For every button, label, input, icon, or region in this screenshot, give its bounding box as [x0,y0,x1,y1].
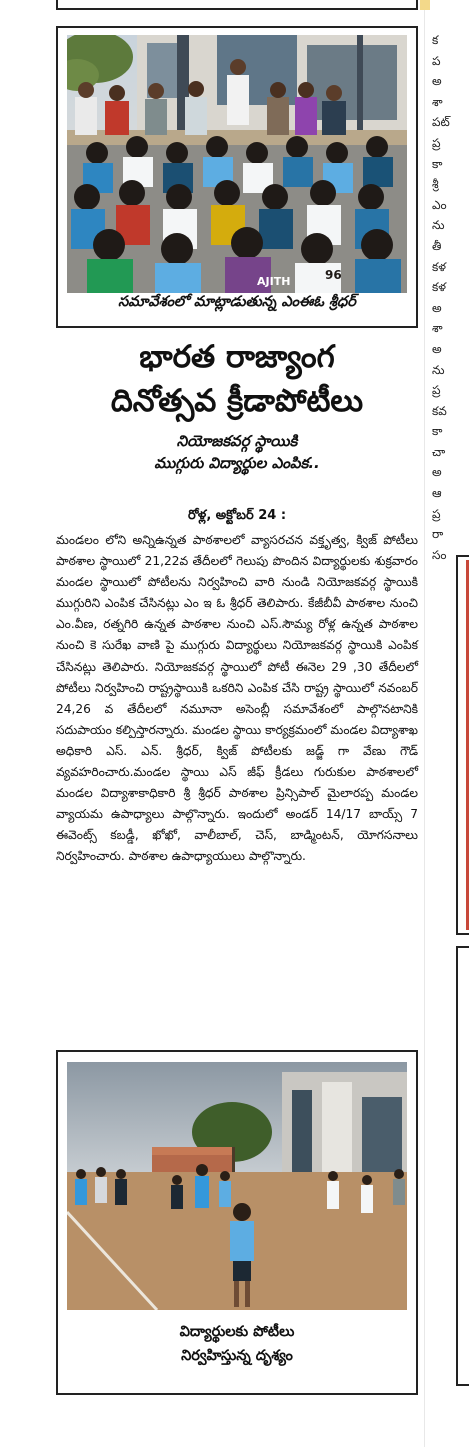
article-subhead-line-1: నియోజకవర్గ స్థాయికి [176,432,298,450]
neighbor-line: ప్ర [432,383,441,398]
photo-meeting [67,35,407,293]
neighbor-line: కవ [432,403,447,418]
neighbor-line: శా [432,94,443,109]
neighbor-line: ఆ [432,486,442,501]
jersey-name: AJITH [257,275,291,288]
neighbor-line: ఎం [432,197,447,212]
photo-sports-illustration [67,1062,407,1310]
article-headline-line-1: భారత రాజ్యాంగ [139,339,335,375]
neighbor-line: కళ [432,259,447,274]
neighbor-line: సం [432,547,447,562]
neighbor-line: అ [432,341,442,356]
neighbor-line: తీ [432,238,442,253]
neighbor-line: చా [432,444,446,459]
neighbor-line: కళ [432,280,447,295]
photo-meeting-illustration [67,35,407,293]
neighbor-line: ప్ర [432,135,441,150]
previous-article-box-edge [56,0,418,10]
photo-meeting-caption: సమావేశంలో మాట్లాడుతున్న ఎంఈఓ శ్రీధర్ [118,294,356,310]
neighbor-line: శ్రీ [432,177,439,192]
article-subhead-line-2: ముగ్గురు విద్యార్థుల ఎంపిక.. [154,454,320,472]
neighbor-line: ప్ర [432,506,441,521]
neighbor-line: ను [432,362,445,377]
neighbor-line: ను [432,218,445,233]
photo-meeting-box [56,26,418,328]
neighbor-line: కా [432,156,443,171]
photo-sports-box [56,1050,418,1395]
photo-sports-caption-line-2: నిర్వహిస్తున్న దృశ్యం [181,1348,293,1364]
photo-sports-caption-line-1: విద్యార్థులకు పోటీలు [179,1324,295,1340]
neighbor-line: అ [432,300,442,315]
jersey-number: 96 [325,268,342,282]
neighbor-line: క [432,33,439,47]
neighbor-line: అ [432,465,442,480]
column-divider [424,0,425,1447]
neighbor-article-box [456,946,469,1386]
previous-article-accent [420,0,430,10]
neighbor-line: అ [432,74,442,89]
neighbor-line: ప [432,53,441,68]
neighbor-line: పట్ [432,115,450,130]
neighbor-line: శా [432,321,443,336]
article-headline-line-2: దినోత్సవ క్రీడాపోటీలు [110,383,364,419]
neighbor-line: రా [432,527,444,542]
neighbor-line: కా [432,424,443,439]
article-body: మండలం లోని అన్నిఉన్నత పాఠశాలలో వ్యాసరచన వక్తృత్వ, క్విజ్ పోటీలు పాఠశాల స్థాయిలో 21,22వ తేదీలలో గెలుపు పొందిన విద్యార్థులకు శుక్రవారం మండల స్థాయిలో పోటీలను నిర్వహించి వారి నుండి నియోజకవర్గ స్థాయికి ముగ్గురిని ఎంపిక చేసినట్లు ఎం ఇ ఓ శ్రీధర్ తెలిపారు. కేజీబీవీ పాఠశాల నుంచి ఎం.వీణ, రత్నగిరి ఉన్నత పాఠశాల నుంచి ఎస్.సౌమ్య రోళ్ల ఉన్నత పాఠశాల నుంచి కె సురేఖ వాణి పై ముగ్గురు విద్యార్థులు నియోజకవర్గ స్థాయికి ఎంపిక చేసినట్లు తెలిపారు. నియోజకవర్గ స్థాయిలో పోటీ ఈనెల 29 ,30 తేదీలలో పోటీలు నిర్వహించి రాష్ట్రస్థాయికి ఒకరిని ఎంపిక చేసి రాష్ట్ర స్థాయిలో నవంబర్ 24,26 వ తేదీలలో నమూనా అసెంబ్లీ సమావేశంలో పాల్గొనటానికి సదుపాయం కల్పిస్తారన్నారు. మండల స్థాయి కార్యక్రమంలో మండల విద్యాశాఖ అధికారి ఎస్. ఎన్. శ్రీధర్, క్విజ్ పోటీలకు జడ్జ్ గా వేణు గౌడ్ వ్యవహరించారు.మండల స్థాయి ఎస్ జీఫ్ క్రీడలు గురుకుల పాఠశాలలో మండల విద్యాశాకాధికారి శ్రీ శ్రీధర్ పాఠశాల ప్రిన్సిపాల్ మైలారప్ప మండల వ్యాయమ ఉపాధ్యాలు పాల్గొన్నారు. ఇందులో అండర్ 14/17 బాయ్స్ 7 ఈవెంట్స్ కబడ్డీ, ఖోఖో, వాలీబాల్, చెస్, బాడ్మింటన్, యోగసనాలు నిర్వహించారు. పాఠశాల ఉపాధ్యాయులు పాల్గొన్నారు. [56,533,418,864]
article-dateline: రోళ్ల, అక్టోబర్ 24 : [187,508,287,523]
neighbor-article-text [432,30,469,565]
photo-sports [67,1062,407,1310]
